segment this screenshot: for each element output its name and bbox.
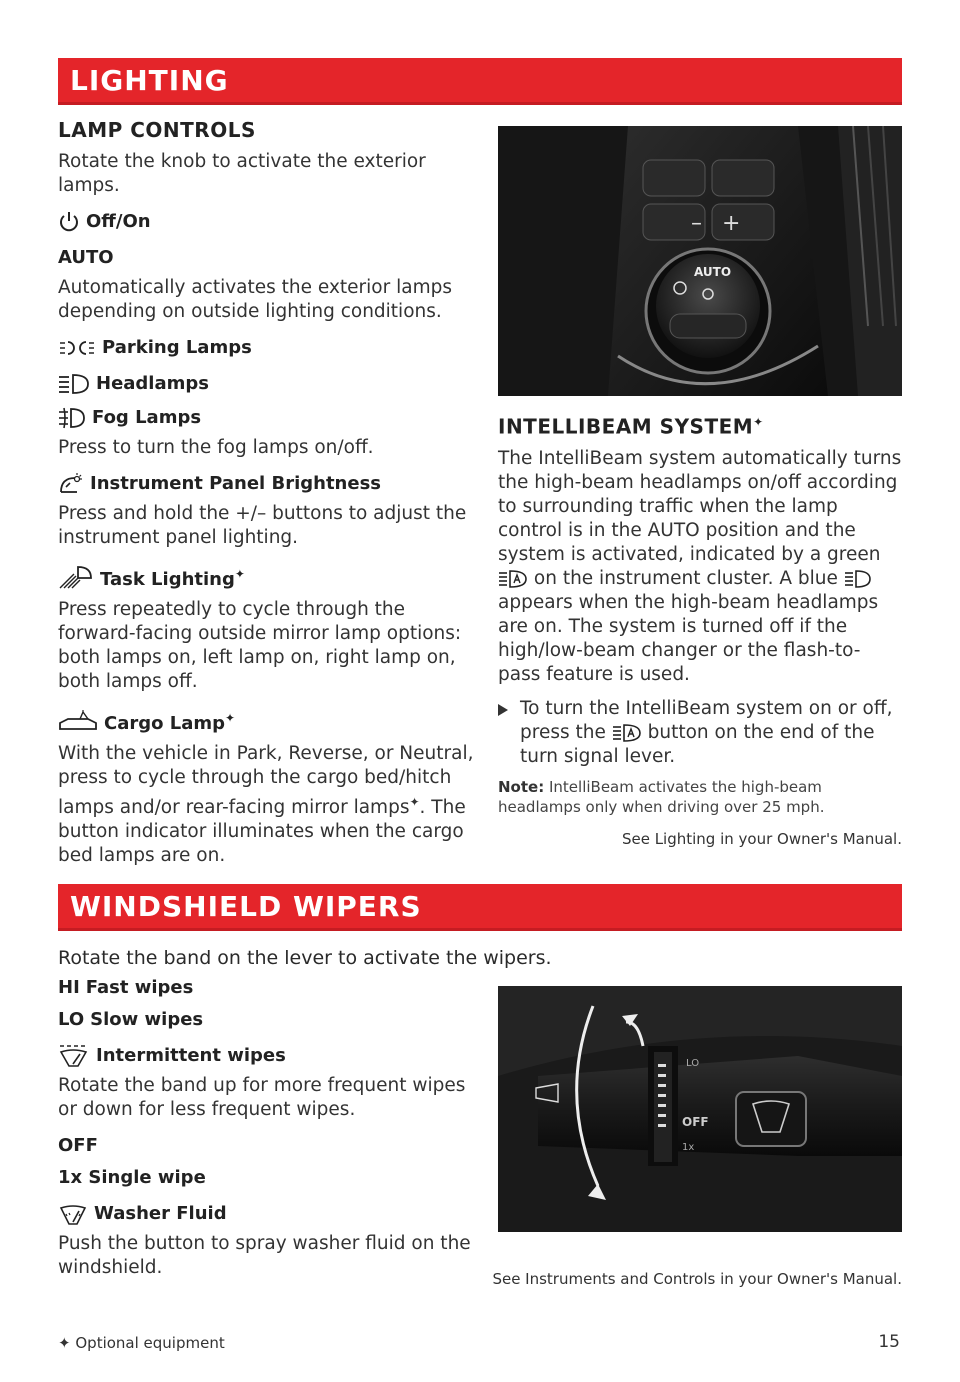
hi-code: HI <box>58 977 80 998</box>
optional-mark: ✦ <box>58 1334 71 1352</box>
wipers-intro: Rotate the band on the lever to activate the wipers. <box>58 947 552 969</box>
hi-text: Fast wipes <box>85 977 194 998</box>
task-text: Press repeatedly to cycle through the forward-facing outside mirror lamp options: both lamps on, left lamp on, right lamp on, both lamps off. <box>58 599 462 692</box>
lighting-title: LIGHTING <box>70 64 229 97</box>
lo-text: Slow wipes <box>90 1009 204 1030</box>
intellibeam-title: INTELLIBEAM SYSTEM <box>498 414 754 439</box>
wipers-banner <box>58 884 902 928</box>
panel-brightness-icon <box>58 472 84 496</box>
note-text: IntelliBeam activates the high-beam headlamps only when driving over 25 mph. <box>498 777 825 816</box>
cargo-row <box>58 706 478 736</box>
headlamps-row <box>58 372 478 396</box>
headlamps-icon <box>58 373 90 395</box>
parking-lamps-icon <box>58 339 96 357</box>
ipb-label: Instrument Panel Brightness <box>90 473 382 494</box>
off-label: OFF <box>58 1135 98 1156</box>
intellibeam-note <box>498 777 902 817</box>
intellibeam-title-row <box>498 410 902 439</box>
lamp-controls-section <box>58 118 478 868</box>
footer-optional <box>58 1334 225 1352</box>
ipb-text: Press and hold the +/– buttons to adjust the instrument panel lighting. <box>58 503 467 548</box>
optional-mark: ✦ <box>234 567 245 581</box>
optional-mark: ✦ <box>409 795 420 809</box>
washer-row <box>58 1202 478 1226</box>
intellibeam-bullet <box>498 697 902 769</box>
wiper-lever-photo <box>498 986 902 1232</box>
fog-lamp-icon <box>58 407 86 429</box>
cargo-text-1: With the vehicle in Park, Reverse, or Neutral, press to cycle through the cargo bed/hitch lamps and/or rear-facing mirror lamps <box>58 743 474 819</box>
lighting-manual-ref: See Lighting in your Owner's Manual. <box>621 830 902 848</box>
cargo-label: Cargo Lamp <box>104 713 226 734</box>
lamp-controls-intro: Rotate the knob to activate the exterior lamps. <box>58 151 426 196</box>
ipb-row <box>58 472 478 496</box>
parking-label: Parking Lamps <box>102 337 252 358</box>
lo-row <box>58 1008 478 1032</box>
hi-row <box>58 976 478 1000</box>
intermittent-wipe-icon <box>58 1044 90 1068</box>
note-label: Note: <box>498 777 545 796</box>
auto-label: AUTO <box>58 247 114 268</box>
parking-row <box>58 336 478 360</box>
wipers-manual-ref: See Instruments and Controls in your Owner's Manual. <box>492 1270 902 1288</box>
cargo-lamp-icon <box>58 709 98 733</box>
washer-text: Push the button to spray washer fluid on the windshield. <box>58 1233 471 1278</box>
task-row <box>58 562 478 592</box>
knob-auto-text: AUTO <box>694 265 732 279</box>
optional-mark: ✦ <box>225 711 236 725</box>
power-icon <box>58 210 80 234</box>
fog-label: Fog Lamps <box>92 407 202 428</box>
single-label: 1x Single wipe <box>58 1167 206 1188</box>
offon-label: Off/On <box>86 211 151 232</box>
brightness-minus-text: – <box>691 211 702 236</box>
intellibeam-section <box>498 410 902 817</box>
task-label: Task Lighting <box>100 569 235 590</box>
optional-mark: ✦ <box>753 415 764 429</box>
intellibeam-bullet-1: To turn the IntelliBeam system on or off, press the <box>520 697 893 743</box>
washer-label: Washer Fluid <box>94 1203 227 1224</box>
page-number: 15 <box>878 1332 900 1352</box>
lever-lo-text: LO <box>686 1058 700 1069</box>
wiper-lever-illustration <box>498 986 902 1232</box>
lever-off-text: OFF <box>682 1115 709 1129</box>
lamp-control-photo <box>498 126 902 396</box>
wipers-title: WINDSHIELD WIPERS <box>70 890 422 923</box>
intellibeam-text-3: appears when the high-beam headlamps are on. The system is turned off if the high/low-beam changer or the flash-to-pass feature is used. <box>498 591 879 685</box>
lighting-banner <box>58 58 902 102</box>
intellibeam-text-1: The IntelliBeam system automatically turns the high-beam headlamps on/off according to surrounding traffic when the lamp control is in the AUTO position and the system is activated, indicated by a green <box>498 447 902 565</box>
intellibeam-bullet-2: button on the end of the turn signal lever. <box>520 721 875 767</box>
lamp-control-illustration <box>498 126 902 396</box>
optional-text: Optional equipment <box>75 1334 225 1352</box>
intermittent-text: Rotate the band up for more frequent wipes or down for less frequent wipes. <box>58 1075 466 1120</box>
wipers-section <box>58 976 478 1280</box>
bullet-arrow-icon <box>498 704 508 716</box>
offon-row <box>58 210 478 234</box>
fog-text: Press to turn the fog lamps on/off. <box>58 437 374 458</box>
task-lighting-icon <box>58 564 94 590</box>
intellibeam-icon <box>612 724 642 742</box>
lamp-controls-title: LAMP CONTROLS <box>58 118 256 142</box>
cargo-text-2: . The button indicator illuminates when the cargo bed lamps are on. <box>58 797 466 867</box>
brightness-plus-text: + <box>722 211 741 236</box>
intellibeam-text-2: on the instrument cluster. A blue <box>533 567 838 589</box>
washer-fluid-icon <box>58 1202 88 1226</box>
headlamps-label: Headlamps <box>96 373 209 394</box>
fog-row <box>58 406 478 430</box>
lo-code: LO <box>58 1009 85 1030</box>
headlamps-icon <box>844 570 872 588</box>
auto-text: Automatically activates the exterior lamps depending on outside lighting conditions. <box>58 277 452 322</box>
cargo-text <box>58 742 478 868</box>
intermittent-row <box>58 1044 478 1068</box>
intellibeam-icon <box>498 570 528 588</box>
intellibeam-text <box>498 447 902 687</box>
intermittent-label: Intermittent wipes <box>96 1045 286 1066</box>
lever-1x-text: 1x <box>682 1142 695 1153</box>
